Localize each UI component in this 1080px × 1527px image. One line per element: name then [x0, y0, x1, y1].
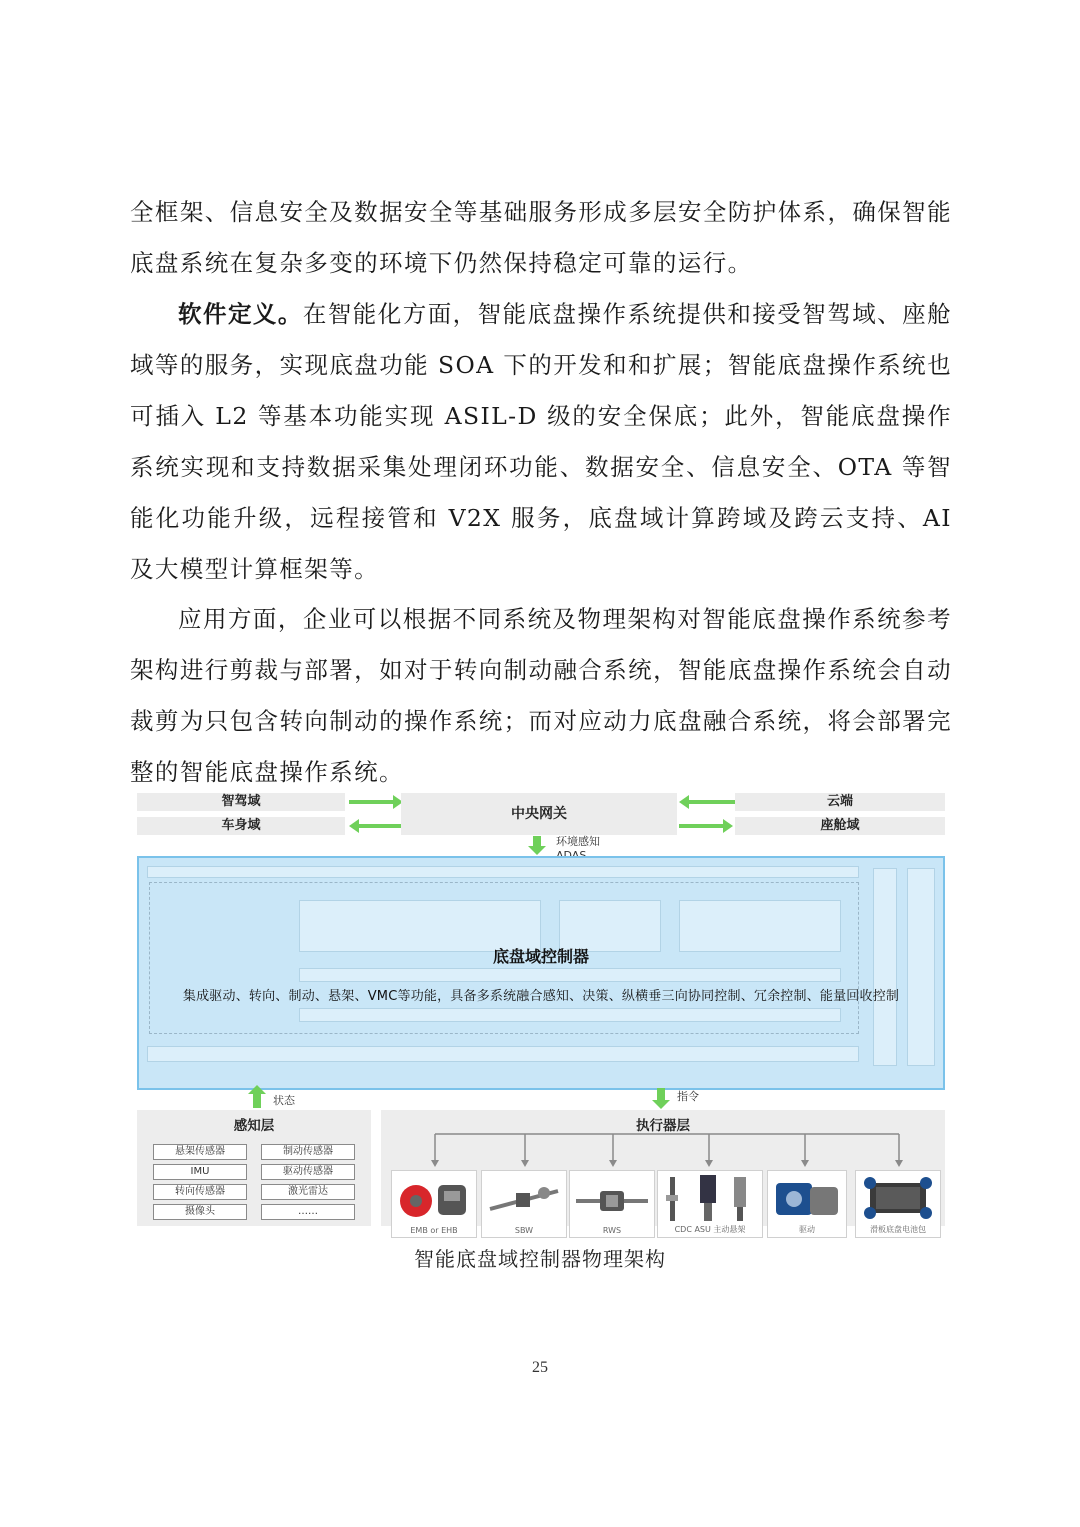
box-body-domain: 车身域: [137, 817, 345, 835]
actuator-skateboard-chassis: [855, 1170, 941, 1238]
sensor-item: 转向传感器: [153, 1184, 247, 1200]
chassis-domain-controller: [137, 856, 945, 1090]
decorative-column: [873, 868, 897, 1066]
actuator-suspension: [657, 1170, 763, 1238]
architecture-diagram: [137, 790, 947, 1235]
paragraph-software-defined: [130, 289, 952, 595]
box-central-gateway: 中央网关: [401, 793, 677, 835]
controller-description: 集成驱动、转向、制动、悬架、VMC等功能，具备多系统融合感知、决策、纵横垂三向协同控制、冗余控制、能量回收控制: [182, 989, 900, 1004]
actuator-steer-by-wire: [481, 1170, 567, 1238]
arrow-up-icon: [253, 1094, 261, 1108]
steering-rack-icon: [486, 1179, 562, 1219]
skateboard-chassis-icon: [860, 1175, 936, 1221]
sensor-item: 摄像头: [153, 1204, 247, 1220]
sensor-item: 驱动传感器: [261, 1164, 355, 1180]
actuator-drive: [767, 1170, 847, 1238]
label-env-perception: 环境感知: [556, 835, 600, 848]
sensor-item: 悬架传感器: [153, 1144, 247, 1160]
actuator-label: EMB or EHB: [410, 1226, 458, 1235]
actuator-label: CDC ASU 主动悬架: [674, 1225, 746, 1234]
box-cockpit-domain: 座舱域: [735, 817, 945, 835]
actuator-label: 滑板底盘电池包: [870, 1225, 926, 1234]
actuator-label: 驱动: [799, 1225, 815, 1234]
decorative-row: [147, 1046, 859, 1062]
distribution-lines: [381, 1110, 945, 1170]
figure-caption: 智能底盘域控制器物理架构: [414, 1247, 666, 1271]
sensor-item: ……: [261, 1204, 355, 1220]
box-adas-domain: 智驾域: [137, 793, 345, 811]
controller-title: 底盘域控制器: [492, 947, 589, 966]
suspension-icon: [664, 1173, 756, 1223]
sensor-item: 制动传感器: [261, 1144, 355, 1160]
sensor-item: 激光雷达: [261, 1184, 355, 1200]
actuator-rear-wheel-steering: [569, 1170, 655, 1238]
decorative-row: [299, 1008, 841, 1022]
arrow-right-icon: [349, 800, 393, 804]
arrow-right-icon: [679, 824, 723, 828]
actuator-label: RWS: [602, 1226, 622, 1235]
drive-motor-icon: [772, 1175, 842, 1221]
arrow-down-icon: [533, 836, 541, 846]
actuator-label: SBW: [514, 1226, 534, 1235]
label-state: 状态: [273, 1094, 295, 1107]
paragraph-safety: 全框架、信息安全及数据安全等基础服务形成多层安全防护体系，确保智能底盘系统在复杂多变的环境下仍然保持稳定可靠的运行。: [130, 198, 952, 277]
box-cloud: 云端: [735, 793, 945, 811]
arrow-down-icon: [657, 1088, 665, 1100]
rear-steering-icon: [574, 1183, 650, 1217]
decorative-row: [299, 968, 841, 982]
paragraph-application: 应用方面，企业可以根据不同系统及物理架构对智能底盘操作系统参考架构进行剪裁与部署，如对于转向制动融合系统，智能底盘操作系统会自动裁剪为只包含转向制动的操作系统；而对应动力底盘融合系统，将会部署完整的智能底盘操作系统。: [130, 605, 952, 786]
paragraph-body: 在智能化方面，智能底盘操作系统提供和接受智驾域、座舱域等的服务，实现底盘功能 SOA 下的开发和和扩展；智能底盘操作系统也可插入 L2 等基本功能实现 ASIL-D 级的安全保底；此外，智能底盘操作系统实现和支持数据采集处理闭环功能、数据安全、信息安全、OTA 等智能化功能升级，远程接管和 V2X 服务，底盘域计算跨域及跨云支持、AI 及大模型计算框架等。: [130, 300, 953, 583]
actuator-layer: [381, 1110, 945, 1235]
page-number: 25: [532, 1359, 548, 1376]
perception-layer: [137, 1110, 371, 1226]
perception-layer-title: 感知层: [233, 1118, 275, 1134]
sensor-item: IMU: [153, 1164, 247, 1180]
arrow-left-icon: [689, 800, 735, 804]
label-command: 指令: [677, 1090, 699, 1103]
paragraph-heading: 软件定义。: [178, 300, 303, 328]
arrow-left-icon: [359, 824, 403, 828]
brake-caliper-icon: [398, 1175, 470, 1223]
decorative-row: [147, 866, 859, 878]
actuator-layer-title: 执行器层: [636, 1118, 690, 1134]
decorative-column: [907, 868, 935, 1066]
actuator-brake: [391, 1170, 477, 1238]
